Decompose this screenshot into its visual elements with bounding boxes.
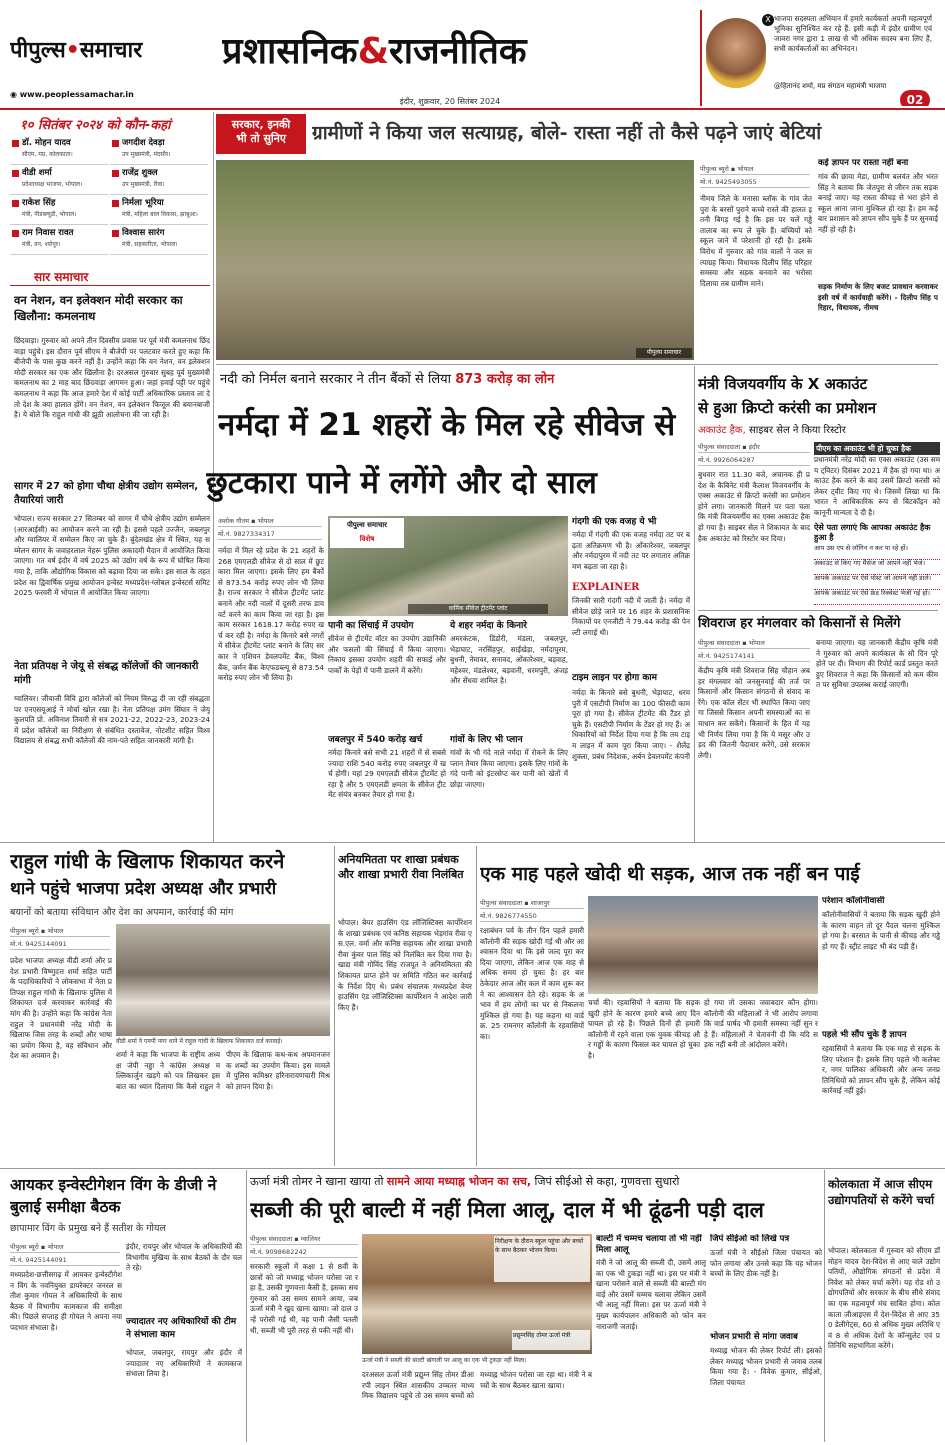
mdm-photo-credit: प्रद्युम्नसिंह तोमर ऊर्जा मंत्री [512,1330,590,1350]
who-where-post: प्रदेशाध्यक्ष भाजपा, भोपाल। [22,181,83,188]
memo-body: रहवासियों ने बताया कि एक माह से सड़क के लिए परेशान हैं। इसके लिए पहले भी कलेक्टर, नगर पालिका अधिकारी और अन्य जनप्रतिनिधियों को ज्ञापन सौंप चुके हैं, लेकिन कोई कार्रवाई नहीं हुई। [822,1044,940,1096]
avatar [706,18,766,88]
special-badge [330,518,404,548]
mdm-kicker-2: सामने आया मध्याह्न भोजन का सच, [386,1175,532,1188]
crypto-side-title: पीएम का अकाउंट भी हो चुका हैक [814,442,940,455]
it-headline: आयकर इन्वेस्टीगेशन विंग के डीजी ने बुलाई समीक्षा बैठक [10,1176,217,1216]
mdm-side-title: बाल्टी में चम्मच चलाया तो भी नहीं मिला आलू [596,1234,702,1255]
it-subhead: छापामार विंग के प्रमुख बने हैं सतीश के गोयल [10,1223,166,1234]
photo-credit: पीपुल्स समाचार [636,348,692,358]
tips-list [814,545,940,605]
narmada-box-3 [450,620,568,730]
who-where-grid [10,137,210,259]
logo-text-2: समाचार [79,38,143,63]
kisan-headline: शिवराज हर मंगलवार को किसानों से मिलेंगे [698,616,901,631]
crypto-body: बुधवार रात 11.30 बजे, अचानक ही प्रदेश के कैबिनेट मंत्री कैलाश विजयवर्गीय के एक्स अकाउंट से क्रिप्टो करंसी का प्रमोशन होने लगा। जानकारी मिलने पर पता चला कि मंत्री विजयवर्गीय का एक्स अकाउंट हैक हो गया है। साइबर सेल ने शिकायत के बाद हैक अकाउंट को रिस्टोर कर दिया। [698,470,810,543]
logo: पीपुल्स•समाचार [10,38,143,63]
page-number: 02 [900,90,930,106]
jal-byline: पीपुल्स ब्यूरो ▪ भोपाल [700,164,810,175]
rahul-photo [116,924,330,1036]
memo-title: पहले भी सौंप चुके हैं ज्ञापन [822,1030,907,1040]
rahul-headline-2: थाने पहुंचे भाजपा प्रदेश अध्यक्ष और प्रभारी [10,879,277,899]
logo-text: पीपुल्स [10,38,66,63]
crypto-byline: पीपुल्स संवाददाता ▪ इंदौर [698,442,810,453]
stp-photo [328,516,568,616]
crypto-side-body: प्रधानमंत्री नरेंद्र मोदी का एक्स अकाउंट (उस समय ट्विटर) दिसंबर 2021 में हैक हो गया था। अकाउंट हैक करने के बाद उसमें क्रिप्टो करंसी को लेकर ट्वीट किए गए थे। जिसमें लिखा था कि भारत ने आधिकारिक रूप से बिटकॉइन को कानूनी मान्यता दे दी है। [814,455,940,517]
ampersand: & [357,31,389,72]
explainer-label: EXPLAINER [572,582,640,593]
box-4-body: गांवों के भी गंदे नाले नर्मदा में रोकने के लिए प्लान तैयार किया जाएगा। इसके लिए गांवों के गंदे पानी को इंटरसेप्ट कर पानी को खेतों में छोड़ा जाएगा। [450,748,568,789]
narmada-kicker-text: नदी को निर्मल बनाने सरकार ने तीन बैंकों से लिया [220,372,452,387]
timeline-body: नर्मदा के किनारे बसे बुधनी, भेड़ाघाट, धरमपुरी में एसटीपी निर्माण का 100 फीसदी काम पूरा हो गया है। सीवेज ट्रीटमेंट की टैंडर हो चुके हैं। एसटीपी निर्माण के टेंडर हो गए हैं। अधिकारियों को निर्देश दिया गया है कि तय टाइम लाइन में काम पूरा किया जाए। - शैलेंद्र शुक्ला, प्रबंध निदेशक, अर्बन डेवलपमेंट कंपनी [572,688,690,761]
rahul-subhead: बयानों को बताया संविधान और देश का अपमान, कार्रवाई की मांग [10,907,234,918]
box-3-title: ये शहर नर्मदा के किनारे [450,621,527,631]
ceo-title: जिपं सीईओ को लिखे पत्र [710,1234,790,1244]
who-where-post: मंत्री, महिला बाल विकास, झाबुआ। [122,211,198,218]
sarkar-tag [216,114,306,154]
saar-title: सार समाचार [34,270,89,284]
who-where-name: जगदीश देवड़ा [122,138,165,148]
it-byline: पीपुल्स ब्यूरो ▪ भोपाल [10,1242,120,1253]
who-where-name: निर्मला भूरिया [122,198,164,208]
kisan-body-2: बनाया जाएगा। यह जानकारी केंद्रीय कृषि मंत्री ने गुरुवार को अपने कार्यकाल के सौ दिन पूरे होने पर दी। विभाग की रिपोर्ट कार्ड प्रस्तुत करते हुए शिवराज ने कहा कि किसानों को कम कीमत पर सुविधा उपलब्ध कराई जाएगी। [816,638,938,690]
jal-side-title: कई ज्ञापन पर रास्ता नहीं बना [818,158,909,168]
tweet-text: भाजपा सदस्यता अभियान में हमारे कार्यकर्ता अपनी महत्वपूर्ण भूमिका सुनिश्चित कर रहे हैं. इसी कड़ी में इंदौर ग्रामीण एवं जावरा नगर द्वारा 1 लाख से भी अधिक सदस्य बना लिए हैं, सभी कार्यकर्ताओं का अभिनंदन। [774,14,932,53]
sadak-byline: पीपुल्स संवाददाता ▪ शाजापुर [480,898,584,909]
section-title [222,30,702,74]
it-body-3: भोपाल, जबलपुर, रायपुर और इंदौर में ज्यादातर नए अधिकारियों ने कामकाज संभाला लिया है। [126,1348,242,1379]
crypto-subhead-text: साइबर सेल ने किया रिस्टोर [748,425,846,436]
mdm-side-2 [710,1234,822,1438]
it-body-2: इंदौर, रायपुर और भोपाल के अधिकारियों की विभागीय मुखिया के साथ बैठकों के दौर चलते रहे। [126,1242,242,1273]
mdm-body-2: दरअसल ऊर्जा मंत्री प्रद्युम्न सिंह तोमर डीआरपी लाइन स्थित शासकीय उच्चतर माध्यमिक विद्यालय पहुंचे तो उस समय बच्चों को मध्याह्न भोजन परोसा जा रहा था। मंत्री ने बच्चों के साथ बैठकर खाना खाया। [362,1370,592,1401]
sadak-headline: एक माह पहले खोदी थी सड़क, आज तक नहीं बन पाई [480,863,860,885]
it-body: मध्यप्रदेश-छत्तीसगढ़ में आयकर इन्वेस्टीगेशन विंग के नवनियुक्त डायरेक्टर जनरल सतीश कुमार गोयल ने अधिकारियों के साथ बैठक में विभागीय कामकाज की समीक्षा की। पिछले सप्ताह ही गोयल ने अपना नया पदभार संभाला है। [10,1270,122,1332]
tips-title: ऐसे पता लगाएं कि आपका अकाउंट हैक हुआ है [814,523,931,542]
mdm-kicker-1: ऊर्जा मंत्री तोमर ने खाना खाया तो [250,1175,384,1188]
mdm-kicker-3: जिपं सीईओ से कहा, गुणवत्ता सुधारो [534,1175,680,1188]
crypto-headline-2: से हुआ क्रिप्टो करंसी का प्रमोशन [698,399,877,417]
kisan-body: केंद्रीय कृषि मंत्री शिवराज सिंह चौहान अब हर मंगलवार को जनसुनवाई की तर्ज पर किसानों और किसान संगठनों से संवाद करेंगे। एक कॉल सेंटर भी स्थापित किया जाएगा जिससे किसान अपनी समस्याओं का समाधान कर सकेंगे। किसानों के हित में यह भी निर्णय लिया गया है कि ये मसूर और उड़द की जितनी पैदावार करेंगे, उसे सरकार लेगी। [698,666,810,760]
gandagi-title: गंदगी की एक वजह ये भी [572,517,657,527]
who-where-name: राजेंद्र शुक्ल [122,168,158,178]
tweet-author: @हितानंद शर्मा, मप्र संगठन महामंत्री भाजपा [774,82,887,90]
saar-label [10,266,210,286]
dateline: इंदौर, शुक्रवार, 20 सितंबर 2024 [399,97,501,106]
crypto-headline-1: मंत्री विजयवर्गीय के X अकाउंट [698,375,868,393]
who-where-post: मंत्री, पीडब्ल्यूडी, भोपाल। [22,211,77,218]
who-where-title: १० सितंबर २०२४ को कौन-कहां [20,118,171,133]
rahul-byline: पीपुल्स ब्यूरो ▪ भोपाल [10,926,110,937]
saar-story-3-headline: नेता प्रतिपक्ष ने जेयू से संबद्ध कॉलेजों की जानकारी मांगी [14,661,199,686]
narmada-headline-1: नर्मदा में 21 शहरों के मिल रहे सीवेज से [218,407,676,443]
food-title: भोजन प्रभारी से मांगा जवाब [710,1332,798,1342]
housing-headline: अनियमितता पर शाखा प्रबंधक और शाखा प्रभारी रीवा निलंबित [338,853,464,881]
crypto-subhead-red: अकाउंट हैक, [698,425,746,436]
masthead [10,8,710,100]
mdm-photo [362,1234,592,1354]
narmada-box-4 [450,734,568,834]
sarkar-tag-1: सरकार, इनकी [231,118,291,131]
who-where-post: उप मुख्यमंत्री, रीवा। [122,181,165,188]
sarkar-tag-2: भी तो सुनिए [236,132,286,145]
crypto-phone: मो.नं. 9926064287 [698,455,810,466]
bullet-icon [12,230,19,237]
who-where-item [10,197,108,225]
jal-side-body: गांव की छाया मेडा, ग्रामीण बलवंत और भरत सिंह ने बताया कि जेतपुरा से जीरन तक सड़क बनाई जाए। यह रास्ता कीचड़ से भरा होने से स्कूल आना जाना मुश्किल हो रहा है। हम कई बार प्रशासन को ज्ञापन सौंप चुके हैं पर सुनवाई नहीं हो रही है। [818,172,938,234]
stp-photo-label: धार्मिक सीवेज ट्रीटमेंट प्लांट [408,604,548,614]
bullet-icon [12,200,19,207]
bullet-icon [12,170,19,177]
who-where-name: विश्वास सारंग [122,228,165,238]
who-where-item [110,197,208,225]
crypto-side [814,442,940,608]
mdm-kicker [250,1174,820,1190]
website[interactable] [10,90,210,100]
mdm-photo-caption-1: निरीक्षण के दौरान स्कूल पहुंचा और बच्चों के साथ बैठकर भोजन किया। [494,1236,590,1282]
narmada-kicker [220,370,690,390]
narmada-right-col [572,516,690,834]
ceo-body: ऊर्जा मंत्री ने सीईओ जिला पंचायत को फोन लगाया और उनसे कहा कि यह भोजन बच्चों के लिए ठीक नहीं है। [710,1248,822,1279]
mdm-side-body: मंत्री ने जो आलू की सब्जी दी, उसमें आलू का एक भी टुकड़ा नहीं था। इस पर मंत्री ने खाना परोसने वाले से सब्जी की बाल्टी मंगवाई और उसमें चम्मच चलाया लेकिन उसमें भी आलू नहीं मिला। इस पर ऊर्जा मंत्री ने मुख्य कार्यपालन अधिकारी को फोन कर नाराजगी जताई। [596,1258,706,1331]
kisan-byline: पीपुल्स संवाददाता ▪ भोपाल [698,638,810,649]
sadak-body: रक्षाबंधन पर्व के तीन दिन पहले हमारी कॉलोनी की सड़क खोदी गई थी और आश्वासन दिया था कि इसे जल्द पूरा कर दिया जाएगा, लेकिन आज एक माह से अधिक समय हो चुका है। हर बार ठेकेदार आज और कल में काम शुरू करने का आश्वासन देते रहे। सड़क के अभाव में हम लोगों का घर से निकलना मुश्किल हो गया है। यह कहना था वार्ड क्र. 25 रामनगर कॉलोनी के रहवासियों का। [480,926,584,1041]
narmada-headline-2: छुटकारा पाने में लगेंगे और दो साल [206,465,597,501]
narmada-box-2 [328,734,446,834]
who-where-item [110,137,208,165]
rahul-headline-1: राहुल गांधी के खिलाफ शिकायत करने [10,849,285,873]
globe-icon: ◉ [10,90,17,99]
narmada-phone: मो.नं. 9827334317 [218,529,322,540]
gandagi-body: नर्मदा में गंदगी की एक वजह नर्मदा तट पर बढ़ता अतिक्रमण भी है। ओंकारेश्वर, जबलपुर और नर्मदापुरम में नदी तट पर लगातार अतिक्रमण बढ़ता जा रहा है। [572,530,690,571]
rahul-phone: मो.नं. 9425144091 [10,939,110,950]
sadak-body-2: चर्चा की। रहवासियों ने बताया कि सड़क खुदी होने के कारण हमारे बच्चे आए दिन घायल हो रहे हैं। पिछले दिनों ही हमारी कॉलोनी में रहने वाला एक युवक कीचड़ और गड्ढों के कारण फिसल कर घायल हो चुका है। [588,998,700,1060]
box-3-body: अमरकंटक, डिंडोरी, मंडला, जबलपुर, भेड़ाघाट, नरसिंहपुर, साईंखेड़ा, नर्मदापुरम, बुधनी, नेमावर, सनावद, ओंकारेश्वर, बड़वाह, महेश्वर, मंडलेश्वर, बड़वानी, धरमपुरी, अंजड़ और सेंधवा शामिल है। [450,634,568,686]
bullet-icon [112,200,119,207]
who-where-name: वीडी शर्मा [22,168,52,178]
who-where-name: राम निवास रावत [22,228,74,238]
tweet-box [700,10,935,106]
sadak-side-body: कॉलोनीवासियों ने बताया कि सड़क खुदी होने के कारण वाहन तो दूर पैदल चलना मुश्किल हो गया है। बरसात के पानी से कीचड़ और गड्ढे हो गए हैं। स्ट्रीट लाइट भी बंद पड़ी हैं। [822,910,940,951]
box-2-title: जबलपुर में 540 करोड़ खर्च [328,735,423,745]
housing-body: भोपाल। बेयर हाउसिंग एंड लॉजिस्टिक्स कार्पोरेशन के शाखा प्रबंधक एवं कनिष्ठ सहायक भेड़गांव रीवा एस.एल. वर्मा और कनिष्ठ सहायक और शाखा प्रभारी रीवा कुंवर पाल सिंह को निलंबित कर दिया गया है। खाद्य मंत्री गोविंद सिंह राजपूत ने अनियमितता की शिकायत प्राप्त होने पर समिति गठित कर कार्रवाई के निर्देश दिए थे। प्रबंध संचालक मध्यप्रदेश वेयर हाउसिंग एंड लॉजिस्टिक्स कार्पोरेशन ने आदेश जारी किए हैं। [338,918,472,1012]
mdm-body: सरकारी स्कूलों में कक्षा 1 से 8वीं के छात्रों को जो मध्याह्न भोजन परोसा जा रहा है, उसकी गुणवत्ता कैसी है, इसका सच गुरुवार को उस समय सामने आया, जब ऊर्जा मंत्री ने खुद खाना खाया। जो दाल उन्हें परोसी गई थी, वह पानी जैसी पतली थी, सब्जी भी पूरी तरह से पकी नहीं थी। [250,1262,358,1335]
narmada-byline: अशोक गौतम ▪ भोपाल [218,516,322,527]
kisan-phone: मो.नं. 9425174141 [698,651,810,662]
mdm-byline: पीपुल्स संवाददाता ▪ ग्वालियर [250,1234,358,1245]
jal-phone: मो.नं. 9425493055 [700,177,810,188]
saar-story-2-headline: सागर में 27 को होगा चौथा क्षेत्रीय उद्योग सम्मेलन, तैयारियां जारी [14,481,199,506]
mdm-phone: मो.नं. 9098682242 [250,1247,358,1258]
sadak-phone: मो.नं. 9826774550 [480,911,584,922]
who-where-post: मंत्री, वन, श्योपुर। [22,241,61,248]
jal-quote: सड़क निर्माण के लिए बजट प्रावधान करवाकर इसी वर्ष में कार्यवाही करेंगे। - दिलीप सिंह परिहार, विधायक, नीमच [818,282,938,313]
narmada-body: नर्मदा में मिल रहे प्रदेश के 21 शहरों के 268 एमएलडी सीवेज से दो साल में छुटकारा मिल जाएगा। इसके लिए हम बैंकों से 873.54 करोड़ रुपए लोन भी लिया है। राज्य सरकार ने सीवेज ट्रीटमेंट प्लांट बनाने और नदी नालों में दूसरी तरफ डायवर्ट करने का काम किया जा रहा है। इस काम सरकार 1618.17 करोड़ रुपए खर्च कर रही है। नर्मदा के किनारे बसे नगरों में सीवेज ट्रीटमेंट प्लांट बनाने के लिए सरकार ने एशियन डेवलपमेंट बैंक, विश्व बैंक, जर्मन बैंक केएफडब्ल्यू से 873.54 करोड़ रुपए लोन भी लिया है। [218,546,324,683]
jal-headline: ग्रामीणों ने किया जल सत्याग्रह, बोले- रास्ता नहीं तो कैसे पढ़ने जाएं बेटियां [312,122,822,144]
sadak-photo [588,896,818,994]
timeline-title: टाइम लाइन पर होगा काम [572,673,657,683]
rahul-caption: वीडी शर्मा ने एमपी नगर थाने में राहुल गांधी के खिलाफ शिकायत दर्ज करवाई। [116,1038,283,1045]
saar-story-3-body: ग्वालियर। जीवाजी विवि द्वारा कॉलेजों को नियम विरुद्ध दी जा रही संबद्धता पर एनएसयूआई ने मोर्चा खोल रखा है। नेता प्रतिपक्ष उमंग सिंघार ने जेयू कुलपति प्रो. अविनाश तिवारी से सत्र 2021-22, 2022-23, 2023-24 में प्रदेश कॉलेजों का निरीक्षण से संबंधित दस्तावेज, नोटशीट सहित विश्वविद्यालय से संबद्ध सभी कॉलेजों की नाम-पते सहित जानकारी मांगी है। [14,694,210,746]
mdm-photo-caption-2: ऊर्जा मंत्री ने सब्जी की बाल्टी खंगाली पर आलू का एक भी टुकड़ा नहीं मिला। [362,1357,527,1364]
bullet-icon [112,230,119,237]
crypto-subhead [698,424,940,438]
who-where-post: उप मुख्यमंत्री, मंदसौर। [122,151,171,158]
website-link: www.peoplessamachar.in [19,90,134,99]
tip-item: आपके अकाउंट पर ऐसे पोस्ट जो आपने नहीं डाले। [814,575,940,590]
mdm-side [596,1234,706,1438]
sadak-side [822,896,940,1164]
tip-item: अकाउंट से किए गए मैसेज जो आपने नहीं भेजे। [814,560,940,575]
sadak-side-title: परेशान कॉलोनीवासी [822,896,885,906]
jal-side [818,158,938,358]
sadak-body-3: हो गया तो उसका जवाबदार कौन होगा। कॉलोनी की महिलाओं ने भी आरोप लगाया कि वार्ड पार्षद भी हमारी समस्या नहीं सुन रहे हैं। महिलाओं ने चेतावनी दी कि यदि सड़क नहीं बनी तो आंदोलन करेंगे। [704,998,818,1050]
special-badge-1: पीपुल्स समाचार [346,521,388,529]
jal-body: नीमच जिले के मनासा ब्लॉक के गांव जेतपुरा के बरसों पुराने कच्चे रास्ते की हालत इतनी बिगड़ गई है कि इस पर चलें गड्ढे तालाब का रूप ले चुके हैं। बच्चियों को स्कूल जाने में परेशानी हो रही है। इसके विरोध में गुरुवार को गांव वालों ने जल सत्याग्रह किया। विधायक दिलीप सिंह परिहार समस्या और सड़क बनवाने का भरोसा दिलाया तब ग्रामीण माने। [700,194,812,288]
rahul-body-2: शर्मा ने कहा कि भाजपा के राष्ट्रीय अध्यक्ष जेपी नड्डा ने कांग्रेस अध्यक्ष मल्लिकार्जुन खड़गे को पत्र लिखकर इस बात का ध्यान दिलाया कि कैसे राहुल ने पीएम के खिलाफ कथ-कथ अपमानजनक शब्दों का उपयोग किया। इस मामले में पुलिस कमिश्नर हरिनारायणचारी मिश्र को ज्ञापन दिया है। [116,1050,330,1091]
narmada-box-1 [328,620,446,730]
who-where-item [110,227,208,255]
section-title-1: प्रशासनिक [222,31,358,72]
rahul-body: प्रदेश भाजपा अध्यक्ष वीडी शर्मा और प्रदेश प्रभारी विष्णुदत्त शर्मा सहित पार्टी के पदाधिकारियों ने लोकसभा में नेता प्रतिपक्ष राहुल गांधी के खिलाफ पुलिस में शिकायत दर्ज करवाकर कार्रवाई की मांग की है। उन्होंने कहा कि कांग्रेस नेता राहुल ने प्रधानमंत्री नरेंद्र मोदी के खिलाफ जिस तरह के शब्दों और भाषा का प्रयोग किया है, वह संविधान और देश का अपमान है। [10,956,112,1061]
explainer-body: जिनकी सारी गंदगी नदी में जाती है। नर्मदा में सीवेज छोड़े जाने पर 16 शहर के प्रशासनिक निकायों पर एनजीटी ने 79.44 करोड़ की पेनल्टी लगाई थी। [572,596,690,637]
section-title-2: राजनीतिक [388,31,527,72]
food-body: मध्याह्न भोजन की लेकर रिपोर्ट ली। इसको लेकर मध्याह्न भोजन प्रभारी से जवाब तलब किया गया है। - विवेक कुमार, सीईओ, जिला पंचायत [710,1346,822,1387]
kolkata-body: भोपाल। कोलकाता में गुरुवार को सीएम डॉ मोहन यादव देश-विदेश से आए वाले उद्योगपतियों, औद्योगिक संगठनों से प्रदेश में निवेश को लेकर चर्चा करेंगे। यह रोड शो उद्योगपतियों और सरकार के बीच सीधे संवाद का एक महत्वपूर्ण मंच साबित होगा। कोलकाता जीआइएस में देश-विदेश से आए 350 डेलीगेट्स, 60 से अधिक मुख्य अतिथि एवं 8 से अधिक देशों के कॉन्सुलेट एवं प्रतिनिधि सहभागिता करेंगे। [828,1246,940,1351]
box-2-body: नर्मदा किनारे बसे सभी 21 शहरों में से सबसे ज्यादा राशि 540 करोड़ रुपए जबलपुर में खर्च होगी। यहां 29 एमएलडी सीवेज ट्रीटमेंट हो रहा है और 5 एमएलडी क्षमता के सीवेज ट्रीटमेंट संयंत्र बनकर तैयार हो गया है। [328,748,446,800]
tip-item: आप उस एप से लॉगिन न कर पा रहे हों। [814,545,940,560]
special-badge-2: विशेष [359,535,375,543]
it-phone: मो.नं. 9425144091 [10,1255,120,1266]
it-subhead-2: ज्यादातर नए अधिकारियों की टीम ने संभाला काम [126,1317,237,1340]
who-where-item [10,227,108,255]
narmada-kicker-amount: 873 करोड़ का लोन [455,372,555,387]
who-where-name: डॉ. मोहन यादव [22,138,71,148]
who-where-post: सीएम, मप्र, कोलकाता। [22,151,73,158]
jal-satyagrah-photo [216,160,694,360]
saar-story-2-body: भोपाल। राज्य सरकार 27 सितम्बर को सागर में चौथे क्षेत्रीय उद्योग सम्मेलन (आरआईसी) का आयोजन करने जा रही है। इससे पहले उज्जैन, जबलपुर और ग्वालियर में सम्मेलन किए जा चुके हैं। बुंदेलखंड क्षेत्र में स्थित, यह सम्मेलन सागर के जवाहरलाल नेहरू पुलिस अकादमी मैदान में आयोजित किया जाएगा। गत वर्ष इंदौर में वर्ष 2025 को उद्योग वर्ष के रूप में घोषित किया गया है, ताकि औद्योगिक विकास को बढ़ावा दिया जा सके। इस साल के तहत प्रदेश का द्विवार्षिक प्रमुख आयोजन इन्वेस्ट मध्यप्रदेश-ग्लोबल इन्वेस्टर्स समिट 2025 फरवरी में भोपाल में आयोजित किया जाएगा। [14,514,210,598]
mdm-headline: सब्जी की पूरी बाल्टी में नहीं मिला आलू, दाल में भी ढूंढनी पड़ी दाल [250,1198,764,1222]
saar-story-1-headline: वन नेशन, वन इलेक्शन मोदी सरकार का खिलौना: कमलनाथ [14,293,183,323]
x-icon: X [762,14,774,26]
box-4-title: गांवों के लिए भी प्लान [450,735,523,745]
saar-story-1-body: छिंदवाड़ा। गुरुवार को अपने तीन दिवसीय प्रवास पर पूर्व मंत्री कमलनाथ छिंदवाड़ा पहुंचे। इस दौरान पूर्व सीएम ने बीजेपी पर पलटवार करते हुए कहा कि बीजेपी के पास कुछ करने नहीं है। उन्होंने कहा कि वन नेशन, वन इलेक्शन मोदी सरकार का एक और खिलौना है। दरअसल गुरुवार सुबह पूर्व मुख्यमंत्री कमलनाथ का 2 माह बाद छिंदवाड़ा आगमन हुआ। जहां हवाई पट्टी पर पहुंचे कमलनाथ ने कहा कि आज हमारे देश में कोई पार्टी अधिकारिक प्रस्ताव ला दे तो देश के क्या हालात होंगे। वन नेशन, वन इलेक्शन फिजूल की बयानबाजी है। ये बोले कि राहुल गांधी की झूठी आलोचना की जा रही है। [14,336,210,420]
who-where-box [10,115,210,260]
bullet-icon [12,140,19,147]
who-where-item [110,167,208,195]
tip-item: आपके अकाउंट पर ऐसे फ्रेंड रिक्वेस्ट भेजी गई हों। [814,590,940,605]
who-where-post: मंत्री, सहकारिता, भोपाल। [122,241,178,248]
who-where-item [10,167,108,195]
bullet-icon [112,170,119,177]
who-where-item [10,137,108,165]
box-1-title: पानी का सिंचाई में उपयोग [328,621,414,631]
bullet-icon [112,140,119,147]
kolkata-headline: कोलकाता में आज सीएम उद्योगपतियों से करेंगे चर्चा [828,1177,935,1207]
who-where-name: राकेश सिंह [22,198,56,208]
box-1-body: सीवेज से ट्रीटमेंट वॉटर का उपयोग उद्यानिकी और फसलों की सिंचाई में किया जाएगा। निकाय इसका उपयोग शहरी की सफाई और पार्कों के पेड़ों में पानी डालने में करेंगे। [328,634,446,675]
